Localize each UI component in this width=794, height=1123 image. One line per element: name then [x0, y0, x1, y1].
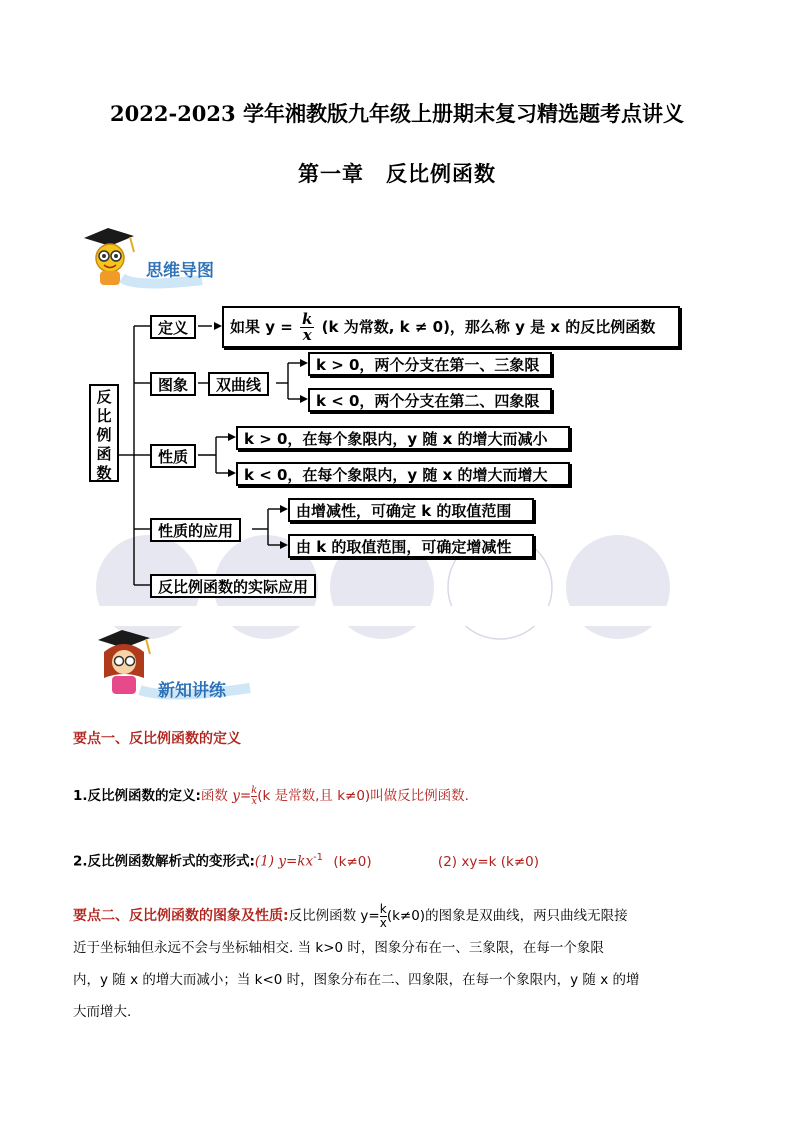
point-two-heading: 要点二、反比例函数的图象及性质: [73, 908, 289, 924]
item-1-definition: 1.反比例函数的定义:函数 y= $\frac{k}{x}$ (k 是常数,且 k≠0)叫做反比例函数. [73, 784, 469, 807]
branch-application: 性质的应用 [150, 518, 241, 542]
point-two-paragraph: 要点二、反比例函数的图象及性质:反比例函数 y= $\frac{k}{x}$ (k≠0)的图象是双曲线，两只曲线无限接 近于坐标轴但永远不会与坐标轴相交. 当 k>0 时，图象分布在一、三象限，在每一个象限 内，y 随 x 的增大而减小；当 k<0 时，图象分布在二、四象限，在每一个象限内，y 随 x 的增 大而增大. [73, 900, 723, 1028]
definition-content [222, 306, 680, 348]
point-two-line-2: 近于坐标轴但永远不会与坐标轴相交. 当 k>0 时，图象分布在一、三象限，在每一个象限 [73, 940, 604, 956]
branch-property: 性质 [150, 444, 196, 468]
definition-fraction: $\frac{k}{x}$ [302, 310, 313, 344]
graph-leaf-negative-k: k < 0，两个分支在第二、四象限 [308, 388, 552, 412]
graph-hyperbola: 双曲线 [208, 372, 269, 396]
mindmap-section-label: 思维导图 [146, 261, 214, 281]
chapter-title: 第一章 反比例函数 [298, 161, 496, 186]
item-2-label: 2.反比例函数解析式的变形式: [73, 853, 255, 870]
definition-suffix: (k 为常数, k ≠ 0)，那么称 y 是 x 的反比例函数 [321, 318, 656, 336]
graph-leaf-positive-k: k > 0，两个分支在第一、三象限 [308, 352, 552, 376]
point-two-line-3: 内，y 随 x 的增大而减小；当 k<0 时，图象分布在二、四象限，在每一个象限内，y 随 x 的增 [73, 972, 640, 988]
point-two-fraction: $\frac{k}{x}$ [379, 901, 387, 930]
property-leaf-positive-k: k > 0，在每个象限内，y 随 x 的增大而减小 [236, 426, 570, 450]
lecture-section-label: 新知讲练 [158, 681, 226, 701]
mindmap-root: 反比例函数 [89, 384, 119, 482]
item-1-label: 1.反比例函数的定义: [73, 788, 201, 804]
item-1-fraction: $\frac{k}{x}$ [251, 784, 258, 807]
application-leaf-1: 由增减性，可确定 k 的取值范围 [288, 498, 534, 522]
item-2-forms: 2.反比例函数解析式的变形式:(1) $y=kx^{-1}$ (k≠0) (2) xy=k (k≠0) [73, 852, 539, 870]
property-leaf-negative-k: k < 0，在每个象限内，y 随 x 的增大而增大 [236, 462, 570, 486]
point-two-line-4: 大而增大. [73, 1004, 132, 1020]
branch-practical: 反比例函数的实际应用 [150, 574, 316, 598]
branch-graph: 图象 [150, 372, 196, 396]
document-title: 2022-2023 学年湘教版九年级上册期末复习精选题考点讲义 [110, 101, 684, 126]
branch-definition: 定义 [150, 315, 196, 339]
definition-prefix: 如果 y = [230, 318, 293, 336]
point-one-heading: 要点一、反比例函数的定义 [73, 731, 241, 747]
application-leaf-2: 由 k 的取值范围，可确定增减性 [288, 534, 534, 558]
